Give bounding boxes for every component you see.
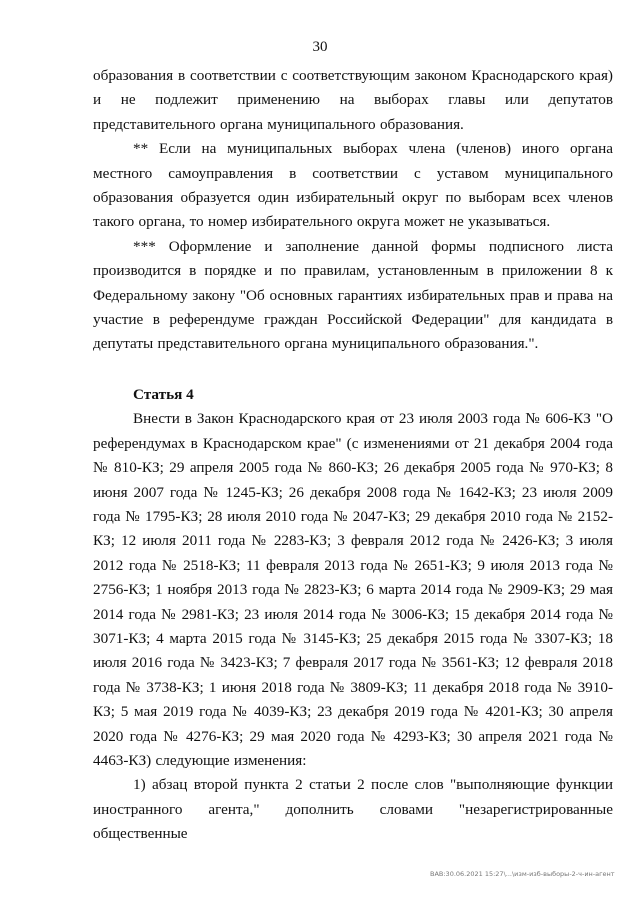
paragraph-continuation: образования в соответствии с соответствующим законом Краснодарского края) и не подлежит применению на выборах главы или депутатов представительного органа муниципального образования. <box>93 67 613 133</box>
article-heading: Статья 4 <box>133 385 194 403</box>
article-paragraph-amendments: Внести в Закон Краснодарского края от 23 июля 2003 года № 606-КЗ "О референдумах в Краснодарском крае" (с изменениями от 21 декабря 2004 года № 810-КЗ; 29 апреля 2005 года № 860-КЗ; 26 декабря 2005 года № 970-КЗ; 8 июня 2007 года № 1245-КЗ; 26 декабря 2008 года № 1642-КЗ; 23 июля 2009 года № 1795-КЗ; 28 июля 2010 года № 2047-КЗ; 29 декабря 2010 года № 2152-КЗ; 12 июля 2011 года № 2283-КЗ; 3 февраля 2012 года № 2426-КЗ; 3 июля 2012 года № 2518-КЗ; 11 февраля 2013 года № 2651-КЗ; 9 июля 2013 года № 2756-КЗ; 1 ноября 2013 года № 2823-КЗ; 6 марта 2014 года № 2909-КЗ; 29 мая 2014 года № 2981-КЗ; 23 июля 2014 года № 3006-КЗ; 15 декабря 2014 года № 3071-КЗ; 4 марта 2015 года № 3145-КЗ; 25 декабря 2015 года № 3307-КЗ; 18 июля 2016 года № 3423-КЗ; 7 февраля 2017 года № 3561-КЗ; 12 февраля 2018 года № 3738-КЗ; 1 июня 2018 года № 3809-КЗ; 11 декабря 2018 года № 3910-КЗ; 5 мая 2019 года № 4039-КЗ; 23 декабря 2019 года № 4201-КЗ; 30 апреля 2020 года № 4276-КЗ; 29 мая 2020 года № 4293-КЗ; 30 апреля 2021 года № 4463-КЗ) следующие изменения: <box>93 410 613 769</box>
document-body <box>93 64 613 847</box>
footer-file-stamp: ВАВ:30.06.2021 15:27\...\изм-изб-выборы-2-ч-ин-агент <box>430 870 615 878</box>
article-item-1: 1) абзац второй пункта 2 статьи 2 после слов "выполняющие функции иностранного агента," дополнить словами "незарегистрированные общественные <box>93 776 613 843</box>
footnote-double-asterisk: ** Если на муниципальных выборах члена (членов) иного органа местного самоуправления в соответствии с уставом муниципального образования образуется один избирательный округ по выборам всех членов такого органа, то номер избирательного округа может не указываться. <box>93 140 613 231</box>
page-number: 30 <box>312 39 328 55</box>
footnote-triple-asterisk: *** Оформление и заполнение данной формы подписного листа производится в порядке и по правилам, установленным в приложении 8 к Федеральному закону "Об основных гарантиях избирательных прав и права на участие в референдуме граждан Российской Федерации" для кандидата в депутаты представительного органа муниципального образования.". <box>93 237 613 353</box>
